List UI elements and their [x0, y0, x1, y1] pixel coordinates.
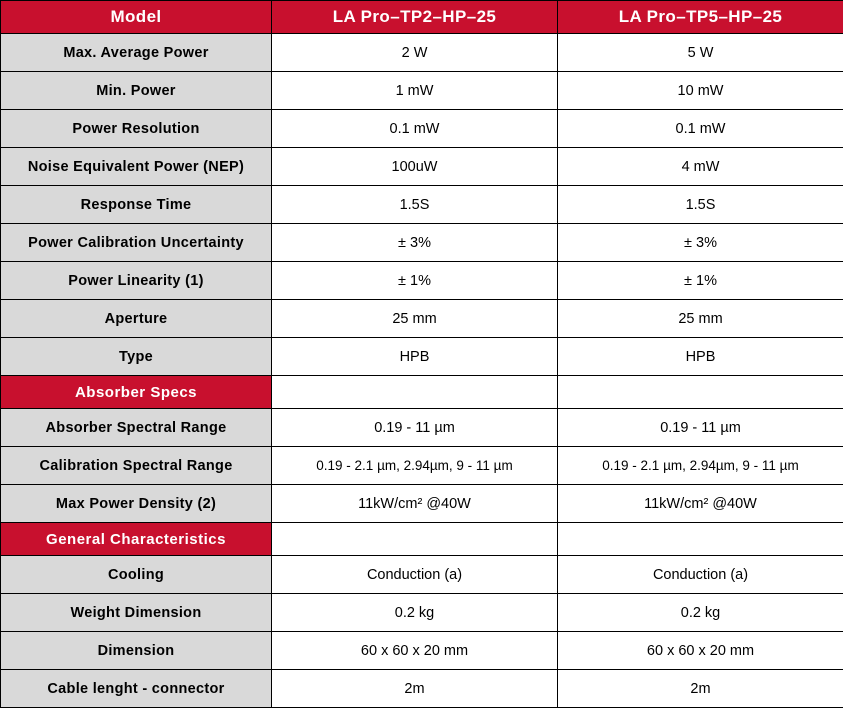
spec-value-2: 0.2 kg [558, 594, 843, 632]
spec-value-1: 0.19 - 2.1 µm, 2.94µm, 9 - 11 µm [272, 447, 558, 485]
table-header-row [1, 1, 843, 34]
spec-value-2: 10 mW [558, 72, 843, 110]
spec-value-2: ± 1% [558, 262, 843, 300]
spec-value-1: 11kW/cm² @40W [272, 485, 558, 523]
spec-value-1: 0.2 kg [272, 594, 558, 632]
spec-label: Power Linearity (1) [1, 262, 272, 300]
section-spacer-2 [558, 376, 843, 409]
spec-label: Max. Average Power [1, 34, 272, 72]
spec-value-1: 0.19 - 11 µm [272, 409, 558, 447]
table-row [1, 34, 843, 72]
spec-label: Aperture [1, 300, 272, 338]
spec-value-1: 60 x 60 x 20 mm [272, 632, 558, 670]
column-header-product-1: LA Pro–TP2–HP–25 [272, 1, 558, 34]
spec-label: Max Power Density (2) [1, 485, 272, 523]
spec-value-2: 0.19 - 11 µm [558, 409, 843, 447]
column-header-product-2: LA Pro–TP5–HP–25 [558, 1, 843, 34]
table-row [1, 300, 843, 338]
section-title: General Characteristics [1, 523, 272, 556]
spec-value-1: 1.5S [272, 186, 558, 224]
spec-label: Weight Dimension [1, 594, 272, 632]
spec-label: Min. Power [1, 72, 272, 110]
spec-value-1: 2 W [272, 34, 558, 72]
spec-label: Cooling [1, 556, 272, 594]
spec-value-2: 60 x 60 x 20 mm [558, 632, 843, 670]
table-row [1, 670, 843, 708]
spec-value-2: 0.1 mW [558, 110, 843, 148]
spec-value-2: HPB [558, 338, 843, 376]
spec-value-1: ± 3% [272, 224, 558, 262]
spec-label: Response Time [1, 186, 272, 224]
spec-value-1: HPB [272, 338, 558, 376]
spec-label: Type [1, 338, 272, 376]
spec-value-1: 1 mW [272, 72, 558, 110]
table-row [1, 556, 843, 594]
section-spacer-1 [272, 376, 558, 409]
spec-label: Cable lenght - connector [1, 670, 272, 708]
table-row [1, 224, 843, 262]
table-row [1, 447, 843, 485]
table-body [1, 1, 843, 708]
spec-value-1: 2m [272, 670, 558, 708]
spec-value-1: ± 1% [272, 262, 558, 300]
table-section-row [1, 376, 843, 409]
table-row [1, 110, 843, 148]
table-row [1, 72, 843, 110]
table-row [1, 262, 843, 300]
spec-value-2: 25 mm [558, 300, 843, 338]
spec-value-1: 100uW [272, 148, 558, 186]
spec-value-1: 25 mm [272, 300, 558, 338]
spec-label: Calibration Spectral Range [1, 447, 272, 485]
section-spacer-1 [272, 523, 558, 556]
table-row [1, 632, 843, 670]
spec-value-2: 5 W [558, 34, 843, 72]
spec-label: Dimension [1, 632, 272, 670]
table-row [1, 594, 843, 632]
table-section-row [1, 523, 843, 556]
spec-value-2: 11kW/cm² @40W [558, 485, 843, 523]
spec-value-2: 0.19 - 2.1 µm, 2.94µm, 9 - 11 µm [558, 447, 843, 485]
spec-label: Power Calibration Uncertainty [1, 224, 272, 262]
spec-value-2: 4 mW [558, 148, 843, 186]
column-header-model: Model [1, 1, 272, 34]
table-row [1, 338, 843, 376]
table-row [1, 186, 843, 224]
table-row [1, 148, 843, 186]
spec-value-2: 1.5S [558, 186, 843, 224]
spec-value-2: Conduction (a) [558, 556, 843, 594]
section-spacer-2 [558, 523, 843, 556]
section-title: Absorber Specs [1, 376, 272, 409]
spec-value-2: 2m [558, 670, 843, 708]
spec-value-2: ± 3% [558, 224, 843, 262]
spec-value-1: 0.1 mW [272, 110, 558, 148]
spec-label: Noise Equivalent Power (NEP) [1, 148, 272, 186]
table-row [1, 409, 843, 447]
table-row [1, 485, 843, 523]
spec-label: Absorber Spectral Range [1, 409, 272, 447]
spec-label: Power Resolution [1, 110, 272, 148]
spec-value-1: Conduction (a) [272, 556, 558, 594]
